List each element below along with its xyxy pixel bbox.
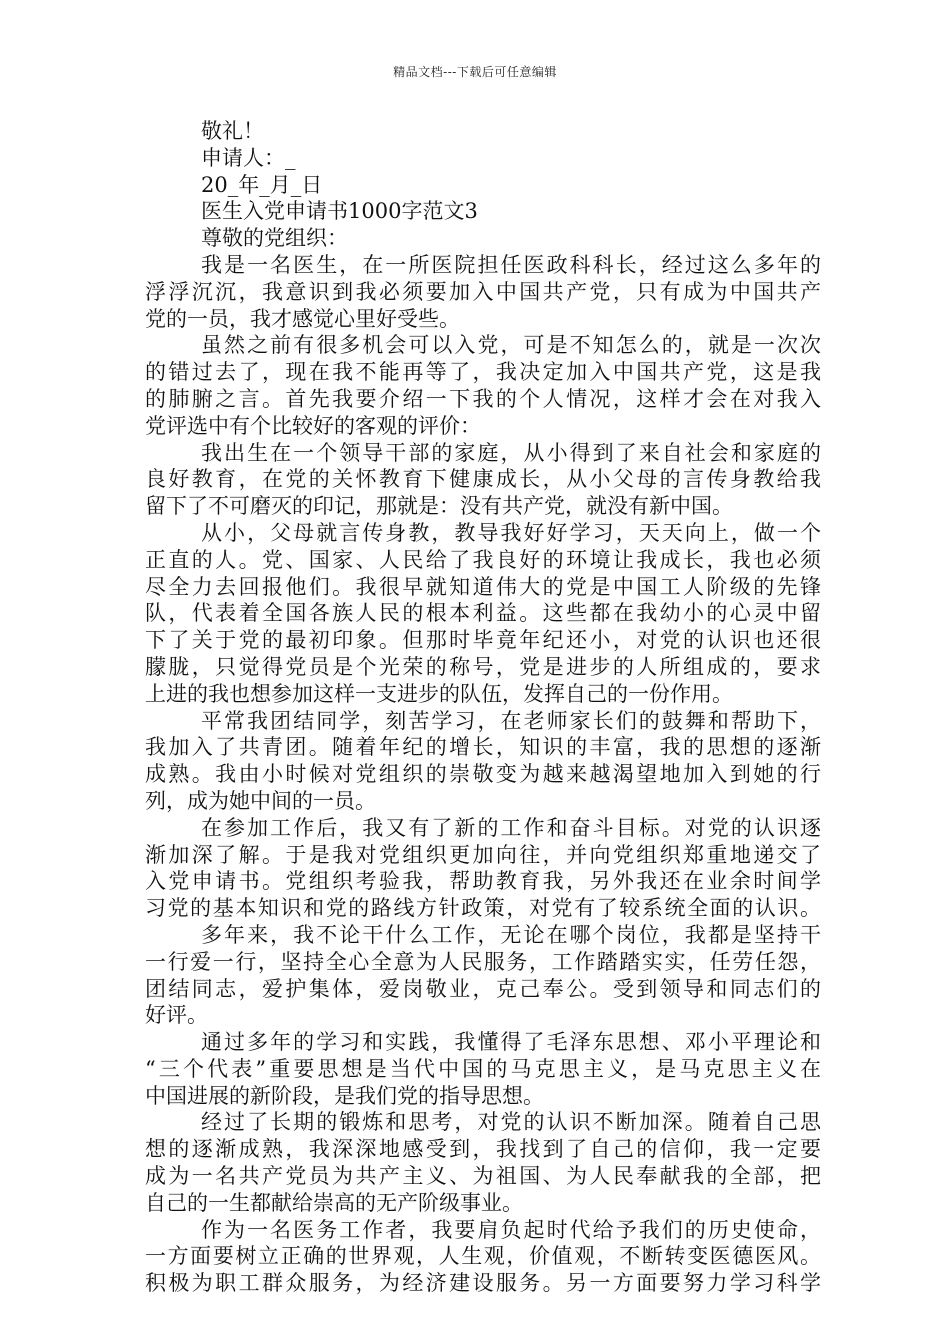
text-line: 尊敬的党组织： [201,226,348,251]
text-line: 通过多年的学习和实践，我懂得了毛泽东思想、邓小平理论和 [201,1030,821,1055]
text-line: 成为一名共产党员为共产主义、为祖国、为人民奉献我的全部，把 [145,1164,821,1189]
text-line: 从小，父母就言传身教，教导我好好学习，天天向上，做一个 [201,520,821,545]
document-body [145,118,821,1297]
text-line: 正直的人。党、国家、人民给了我良好的环境让我成长，我也必须 [145,547,821,572]
text-line: 一行爱一行，坚持全心全意为人民服务，工作踏踏实实，任劳任怨， [145,949,821,974]
page-header: 精品文档---下载后可任意编辑 [393,65,557,79]
text-line: 留下了不可磨灭的印记，那就是：没有共产党，就没有新中国。 [145,494,733,519]
text-line: 想的逐渐成熟，我深深地感受到，我找到了自己的信仰，我一定要 [145,1137,821,1162]
text-line: 队，代表着全国各族人民的根本利益。这些都在我幼小的心灵中留 [145,601,821,626]
text-line: 浮浮沉沉，我意识到我必须要加入中国共产党，只有成为中国共产 [145,279,821,304]
text-line: 良好教育，在党的关怀教育下健康成长，从小父母的言传身教给我 [145,467,821,492]
text-line: “三个代表”重要思想是当代中国的马克思主义，是马克思主义在 [145,1056,821,1081]
text-line: 列，成为她中间的一员。 [145,788,376,813]
text-line: 作为一名医务工作者，我要肩负起时代给予我们的历史使命， [201,1217,821,1242]
text-line: 20_年_月_日 [201,172,323,197]
text-line: 好评。 [145,1003,208,1028]
text-line: 我加入了共青团。随着年纪的增长，知识的丰富，我的思想的逐渐 [145,735,821,760]
text-line: 多年来，我不论干什么工作，无论在哪个岗位，我都是坚持干 [201,922,821,947]
text-line: 平常我团结同学，刻苦学习，在老师家长们的鼓舞和帮助下， [201,708,821,733]
text-line: 医生入党申请书1000字范文3 [201,199,478,224]
text-line: 在参加工作后，我又有了新的工作和奋斗目标。对党的认识逐 [201,815,821,840]
text-line: 朦胧，只觉得党员是个光荣的称号，党是进步的人所组成的，要求 [145,654,821,679]
text-line: 积极为职工群众服务，为经济建设服务。另一方面要努力学习科学 [145,1271,821,1296]
text-line: 的错过去了，现在我不能再等了，我决定加入中国共产党，这是我 [145,360,821,385]
text-line: 虽然之前有很多机会可以入党，可是不知怎么的，就是一次次 [201,333,821,358]
text-line: 团结同志，爱护集体，爱岗敬业，克己奉公。受到领导和同志们的 [145,976,821,1001]
text-line: 自己的一生都献给崇高的无产阶级事业。 [145,1190,523,1215]
text-line: 习党的基本知识和党的路线方针政策，对党有了较系统全面的认识。 [145,896,821,921]
text-line: 经过了长期的锻炼和思考，对党的认识不断加深。随着自己思 [201,1110,821,1135]
text-line: 敬礼！ [201,119,264,143]
text-line: 渐加深了解。于是我对党组织更加向往，并向党组织郑重地递交了 [145,842,821,867]
text-line: 中国进展的新阶段，是我们党的指导思想。 [145,1083,544,1108]
text-line: 的肺腑之言。首先我要介绍一下我的个人情况，这样才会在对我入 [145,386,821,411]
text-line: 入党申请书。党组织考验我，帮助教育我，另外我还在业余时间学 [145,869,821,894]
text-line: 我出生在一个领导干部的家庭，从小得到了来自社会和家庭的 [201,440,821,465]
text-line: 一方面要树立正确的世界观，人生观，价值观，不断转变医德医风。 [145,1244,821,1269]
text-line: 成熟。我由小时候对党组织的崇敬变为越来越渴望地加入到她的行 [145,762,821,787]
text-line: 下了关于党的最初印象。但那时毕竟年纪还小，对党的认识也还很 [145,628,821,653]
text-line: 申请人：_ [201,145,296,170]
text-line: 党的一员，我才感觉心里好受些。 [145,306,460,331]
text-line: 党评选中有个比较好的客观的评价： [145,413,481,438]
text-line: 尽全力去回报他们。我很早就知道伟大的党是中国工人阶级的先锋 [145,574,821,599]
text-line: 上进的我也想参加这样一支进步的队伍，发挥自己的一份作用。 [145,681,733,706]
text-line: 我是一名医生，在一所医院担任医政科科长，经过这么多年的 [201,252,821,277]
